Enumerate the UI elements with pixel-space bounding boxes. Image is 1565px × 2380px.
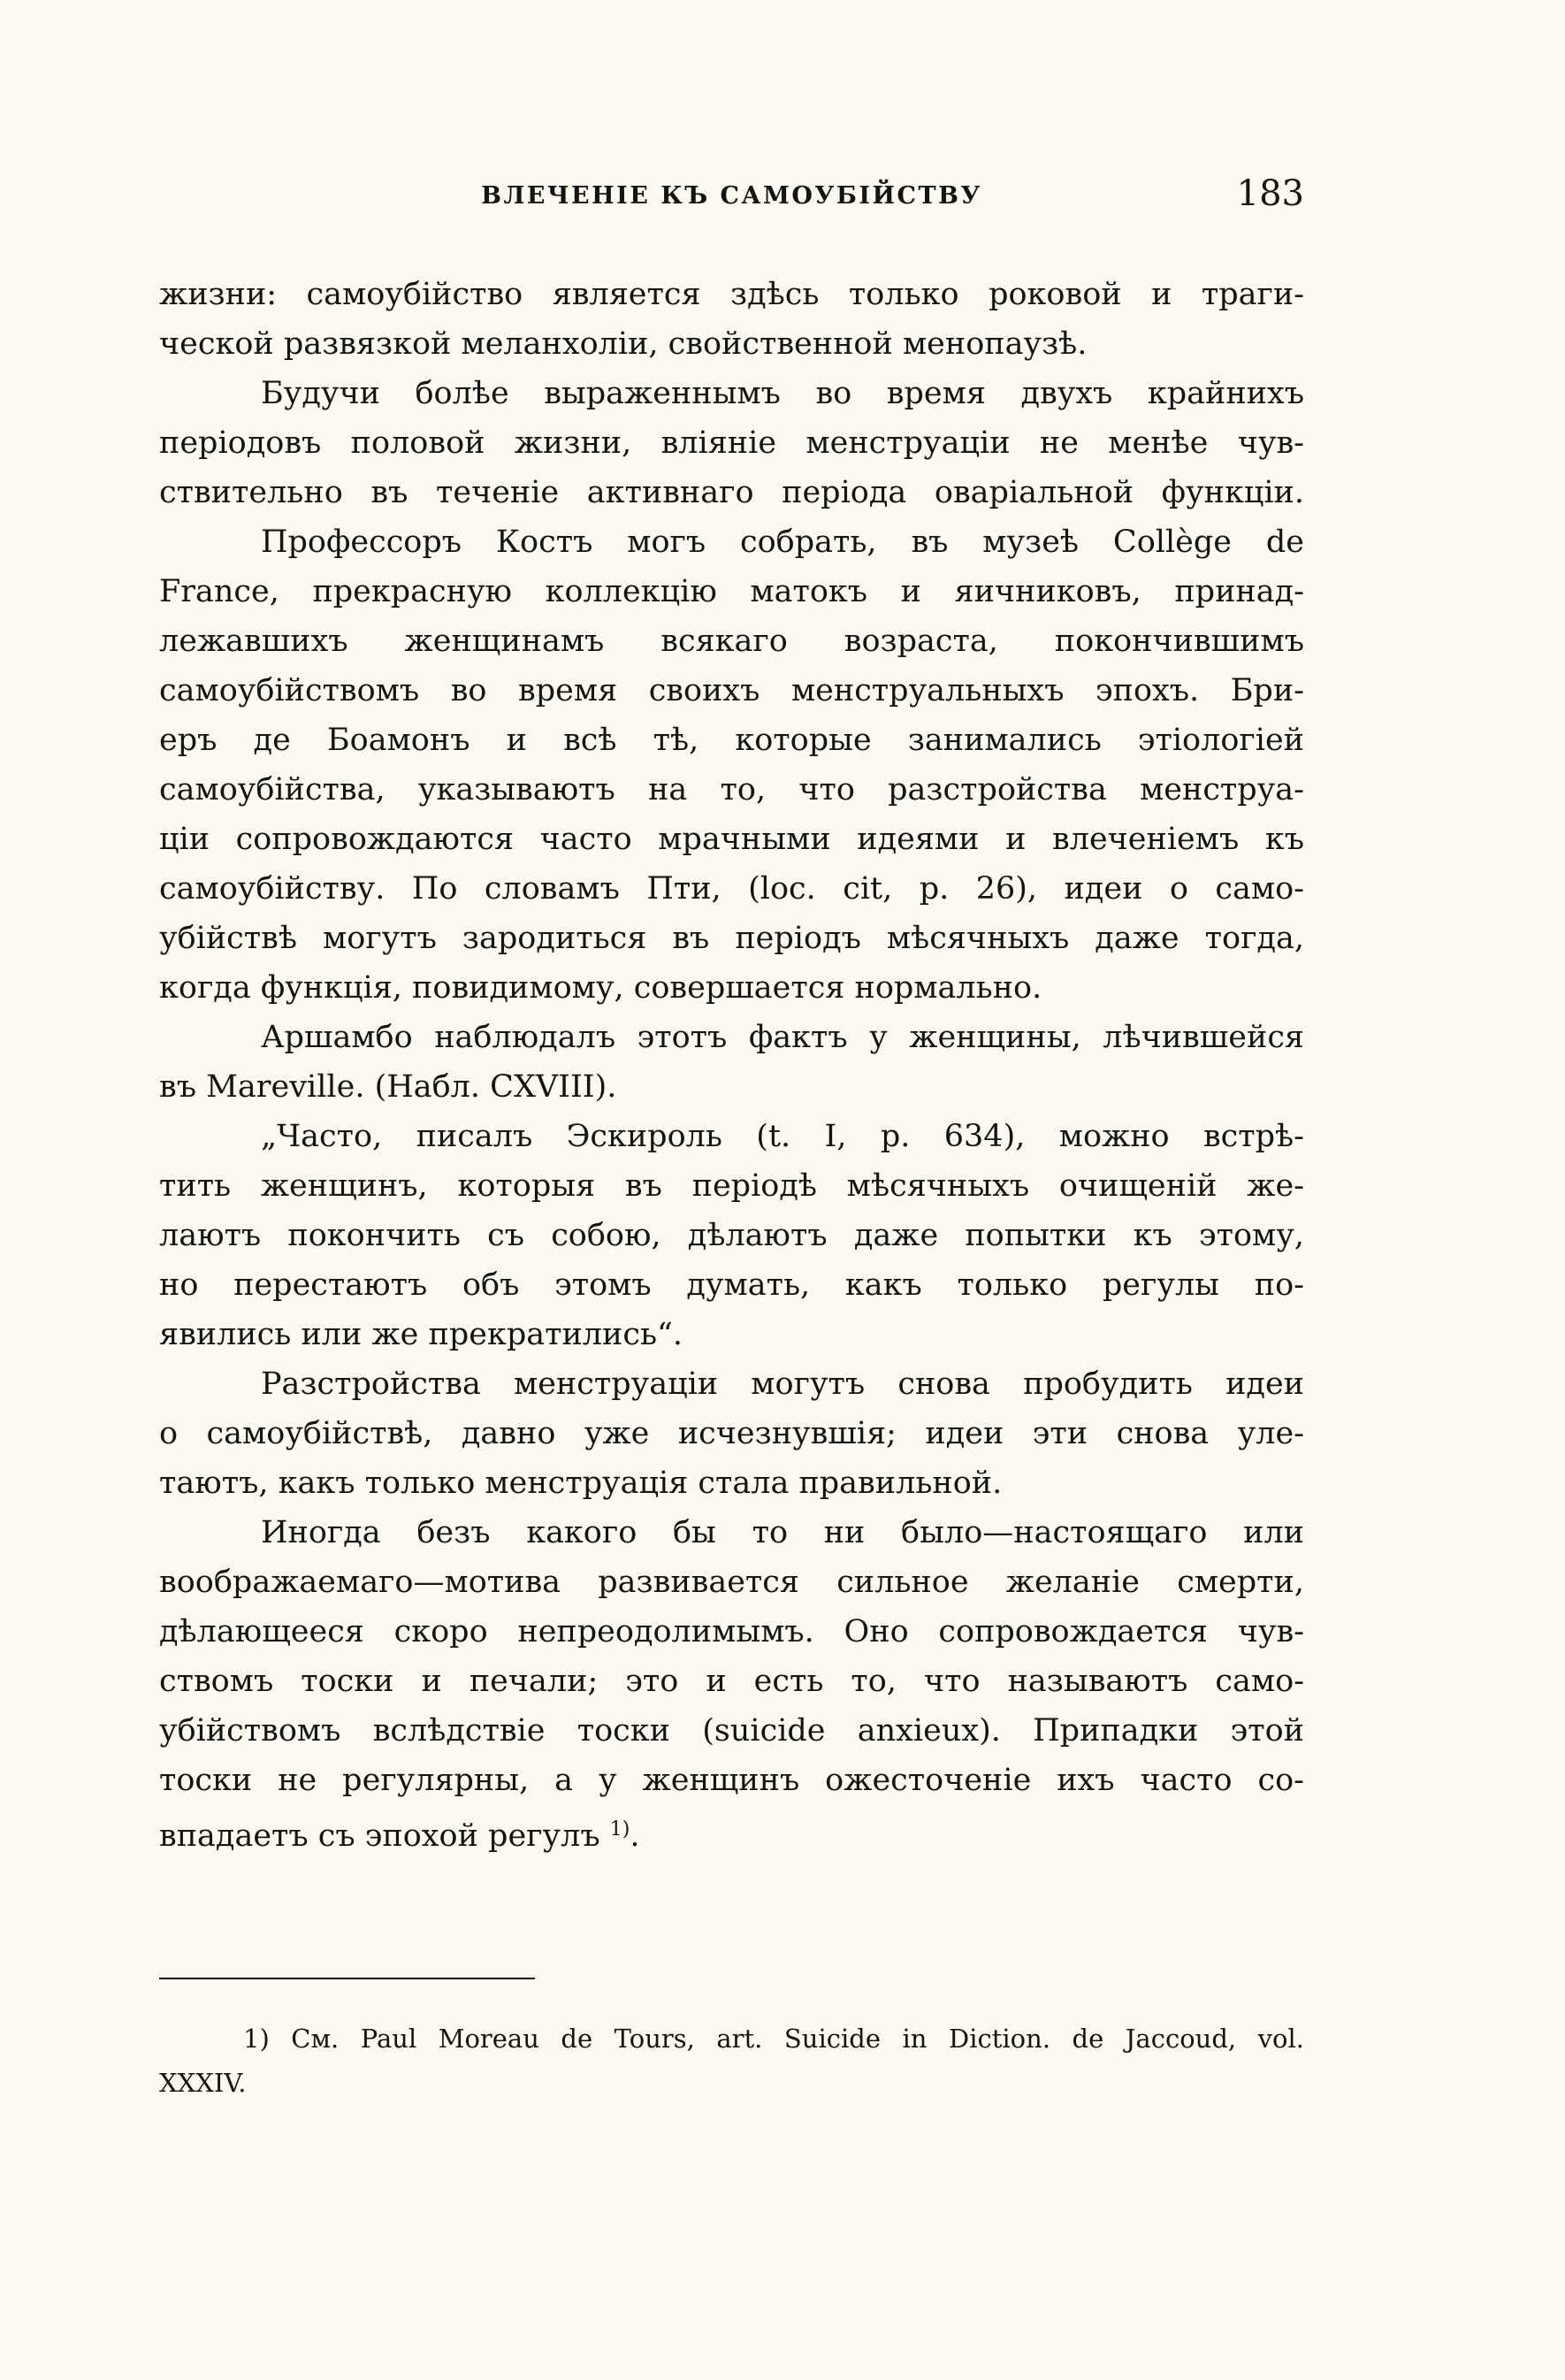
text-line-content: впадаетъ съ эпохой регулъ xyxy=(159,1818,600,1854)
text-line: въ Mareville. (Набл. CXVIII). xyxy=(159,1069,617,1105)
footnote xyxy=(159,2016,1304,2105)
running-title: ВЛЕЧЕНІЕ КЪ САМОУБІЙСТВУ xyxy=(481,182,982,210)
text-line: тить женщинъ, которыя въ періодѣ мѣсячныхъ очищеній же- xyxy=(159,1168,1304,1204)
text-line: но перестаютъ объ этомъ думать, какъ только регулы по- xyxy=(159,1267,1304,1303)
text-line: лаютъ покончить съ собою, дѣлаютъ даже попытки къ этому, xyxy=(159,1218,1304,1253)
text-line: жизни: самоубійство является здѣсь только роковой и траги- xyxy=(159,277,1304,312)
text-line: воображаемаго—мотива развивается сильное желаніе смерти, xyxy=(159,1565,1304,1600)
text-line: Аршамбо наблюдалъ этотъ фактъ у женщины, лѣчившейся xyxy=(261,1020,1304,1055)
text-line: ствомъ тоски и печали; это и есть то, что называютъ само- xyxy=(159,1664,1304,1699)
text-line: таютъ, какъ только менструація стала правильной. xyxy=(159,1465,1003,1501)
footnote-reference: 1) xyxy=(609,1818,630,1840)
text-line: ствительно въ теченіе активнаго періода оваріальной функціи. xyxy=(159,475,1304,510)
text-line-with-footnote-ref: впадаетъ съ эпохой регулъ $^{1)}$. xyxy=(159,1818,640,1854)
text-line: убійствомъ вслѣдствіе тоски (suicide anxieux). Припадки этой xyxy=(159,1713,1304,1749)
body-text xyxy=(159,270,1304,1855)
text-line: „Часто, писалъ Эскироль (t. I, p. 634), можно встрѣ- xyxy=(261,1119,1304,1154)
text-line: о самоубійствѣ, давно уже исчезнувшія; идеи эти снова уле- xyxy=(159,1416,1304,1451)
text-line: когда функція, повидимому, совершается нормально. xyxy=(159,970,1042,1006)
text-line: дѣлающееся скоро непреодолимымъ. Оно сопровождается чув- xyxy=(159,1614,1304,1649)
text-line: самоубійству. По словамъ Пти, (loc. cit, p. 26), идеи о само- xyxy=(159,871,1304,907)
text-line: тоски не регулярны, а у женщинъ ожесточеніе ихъ часто со- xyxy=(159,1763,1304,1798)
text-line: Разстройства менструаціи могутъ снова пробудить идеи xyxy=(261,1366,1304,1402)
text-line: явились или же прекратились“. xyxy=(159,1317,683,1352)
footnote-line: 1) См. Paul Moreau de Tours, art. Suicide in Diction. de Jaccoud, vol. xyxy=(243,2024,1304,2054)
text-line: France, прекрасную коллекцію матокъ и яичниковъ, принад- xyxy=(159,574,1304,609)
text-line: Будучи болѣе выраженнымъ во время двухъ крайнихъ xyxy=(261,376,1304,411)
page-number: 183 xyxy=(1236,173,1304,214)
text-line: лежавшихъ женщинамъ всякаго возраста, покончившимъ xyxy=(159,624,1304,659)
text-line: самоубійства, указываютъ на то, что разстройства менструа- xyxy=(159,772,1304,807)
footnote-line: XXXIV. xyxy=(159,2068,247,2098)
text-line: періодовъ половой жизни, вліяніе менструаціи не менѣе чув- xyxy=(159,425,1304,461)
text-line: Профессоръ Костъ могъ собрать, въ музеѣ Collège de xyxy=(261,524,1304,560)
text-line: ціи сопровождаются часто мрачными идеями и влеченіемъ къ xyxy=(159,822,1304,857)
text-line: ческой развязкой меланхоліи, свойственной менопаузѣ. xyxy=(159,326,1088,362)
running-head xyxy=(159,173,1304,221)
footnote-divider xyxy=(159,1978,535,1979)
text-line: самоубійствомъ во время своихъ менструальныхъ эпохъ. Бри- xyxy=(159,673,1304,708)
text-line: Иногда безъ какого бы то ни было—настоящаго или xyxy=(261,1515,1304,1550)
text-line: еръ де Боамонъ и всѣ тѣ, которые занимались этіологіей xyxy=(159,723,1304,758)
text-line: убійствѣ могутъ зародиться въ періодъ мѣсячныхъ даже тогда, xyxy=(159,921,1304,956)
